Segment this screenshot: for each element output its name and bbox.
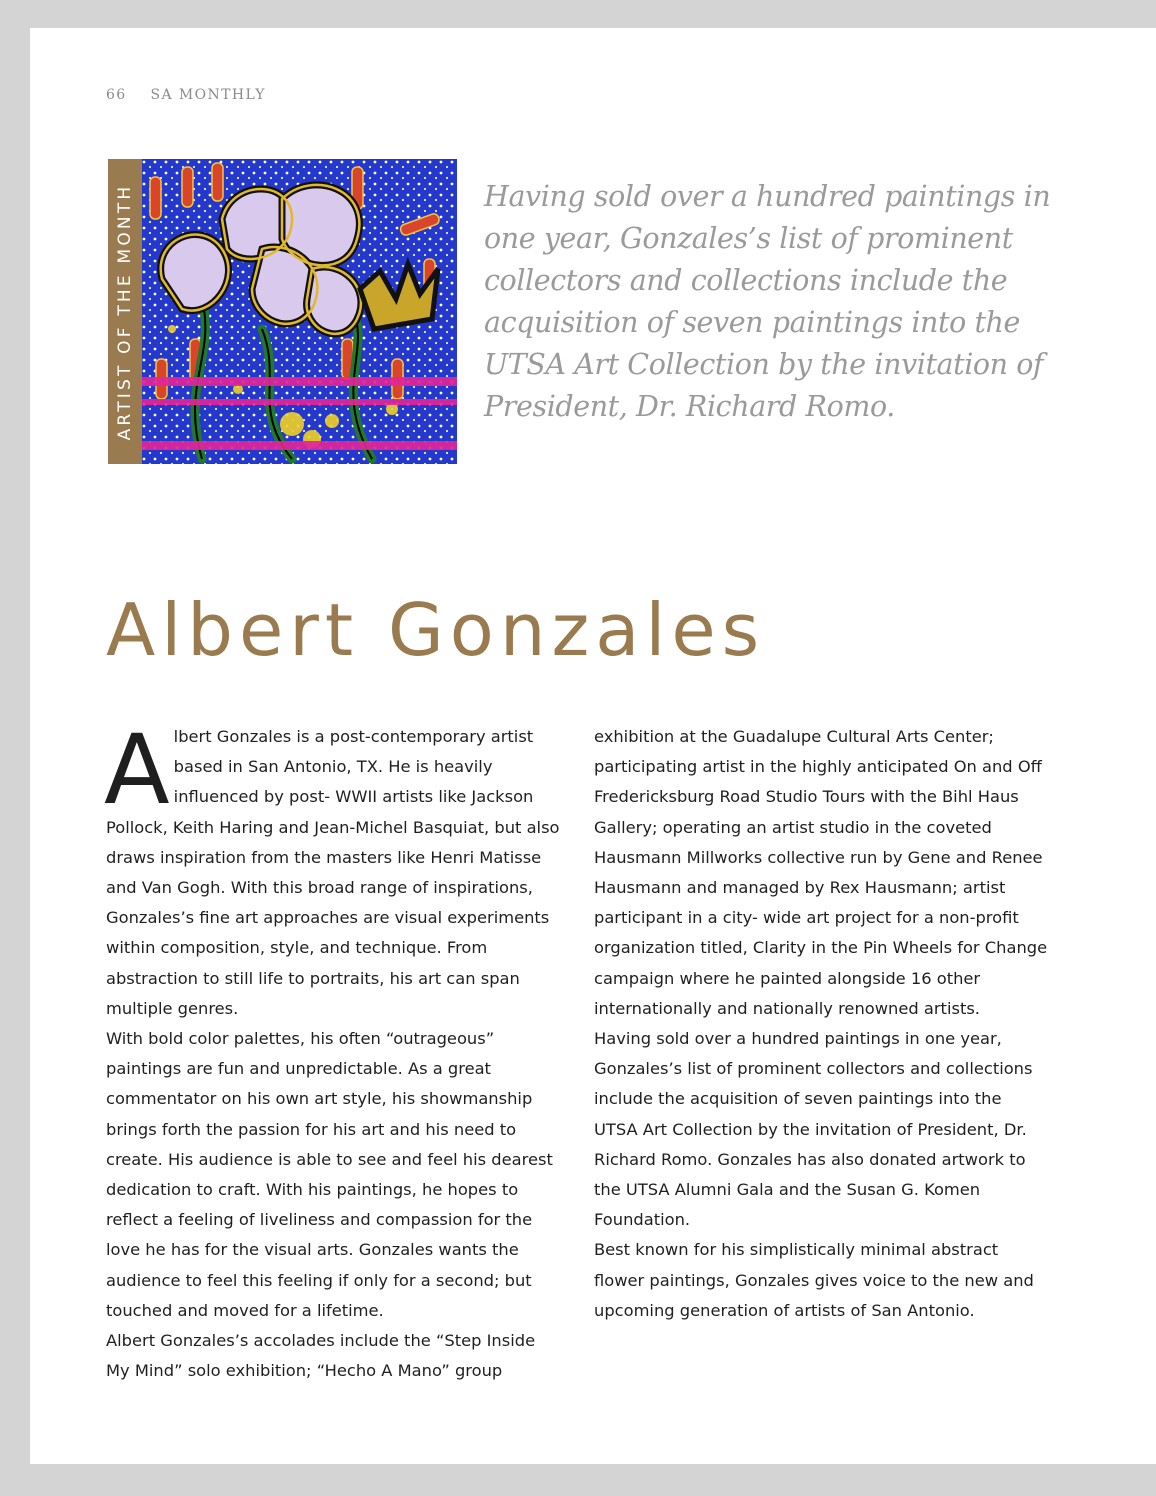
paragraph: Having sold over a hundred paintings in one year, Gonzales’s list of prominent collectors and collections include the acquisition of seven paintings into the UTSA Art Collection by the invitation of President, Dr. Richard Romo. Gonzales has also donated artwork to the UTSA Alumni Gala and the Susan G. Komen Foundation. xyxy=(594,1029,1033,1230)
paragraph xyxy=(104,714,560,1024)
publication-name: SA MONTHLY xyxy=(150,87,266,103)
article-title: Albert Gonzales xyxy=(106,588,766,672)
pull-quote: Having sold over a hundred paintings in one year, Gonzales’s list of prominent collectors and collections include the acquisition of seven paintings into the UTSA Art Collection by the invitation of President, Dr. Richard Romo. xyxy=(484,180,1051,423)
page-header xyxy=(106,87,266,103)
article-column-left xyxy=(104,714,560,1386)
magazine-page xyxy=(30,28,1156,1464)
article-column-right xyxy=(594,722,1048,1326)
artwork-image xyxy=(142,159,457,464)
paragraph: exhibition at the Guadalupe Cultural Arts Center; participating artist in the highly anticipated On and Off Fredericksburg Road Studio Tours with the Bihl Haus Gallery; operating an artist studio in the coveted Hausmann Millworks collective run by Gene and Renee Hausmann and managed by Rex Hausmann; artist participant in a city- wide art project for a non-profit organization titled, Clarity in the Pin Wheels for Change campaign where he painted alongside 16 other internationally and nationally renowned artists. xyxy=(594,727,1048,1018)
paragraph: With bold color palettes, his often “outrageous” paintings are fun and unpredictable. As a great commentator on his own art style, his showmanship brings forth the passion for his art and his need to create. His audience is able to see and feel his dearest dedication to craft. With his paintings, he hopes to reflect a feeling of liveliness and compassion for the love he has for the visual arts. Gonzales wants the audience to feel this feeling if only for a second; but touched and moved for a lifetime. xyxy=(106,1029,553,1320)
section-label-tab xyxy=(108,159,142,464)
page-number: 66 xyxy=(106,87,127,103)
paragraph-text: lbert Gonzales is a post-contemporary artist based in San Antonio, TX. He is heavily influenced by post- WWII artists like Jackson Pollock, Keith Haring and Jean-Michel Basquiat, but also draws inspiration from the masters like Henri Matisse and Van Gogh. With this broad range of inspirations, Gonzales’s fine art approaches are visual experiments within composition, style, and technique. From abstraction to still life to portraits, his art can span multiple genres. xyxy=(106,727,560,1018)
paragraph: Best known for his simplistically minimal abstract flower paintings, Gonzales gives voice to the new and upcoming generation of artists of San Antonio. xyxy=(594,1240,1034,1320)
section-label: ARTIST OF THE MONTH xyxy=(115,183,135,440)
paragraph: Albert Gonzales’s accolades include the “Step Inside My Mind” solo exhibition; “Hecho A Mano” group xyxy=(106,1331,536,1381)
drop-cap: A xyxy=(104,714,170,826)
